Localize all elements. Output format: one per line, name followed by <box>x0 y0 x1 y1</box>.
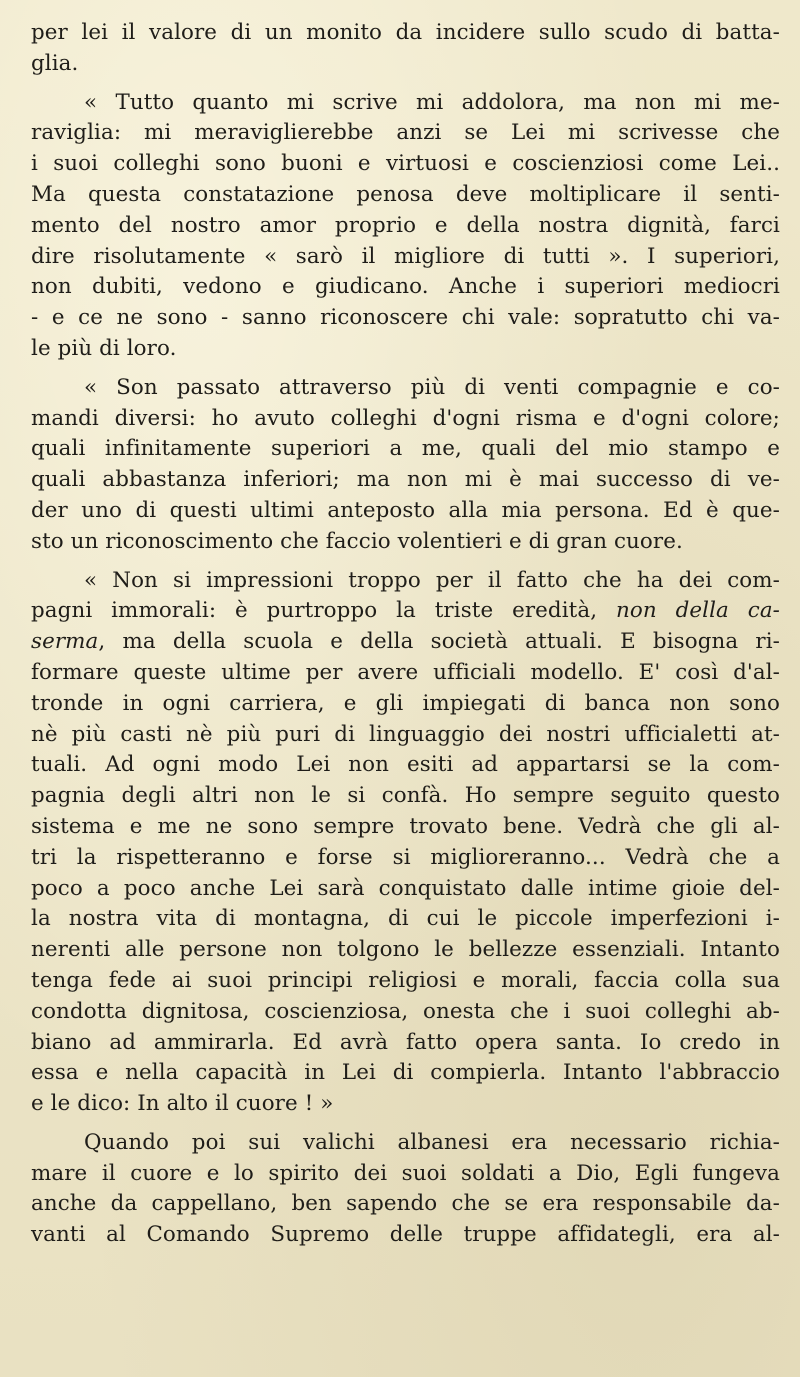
text-line: nerenti alle persone non tolgono le bellezze essenziali. Intanto <box>31 937 780 963</box>
text-line: serma, ma della scuola e della società attuali. E bisogna ri- <box>31 629 780 655</box>
paragraph-letter-part-1 <box>31 88 780 365</box>
paragraph-letter-part-3 <box>31 566 780 1120</box>
text-line: tuali. Ad ogni modo Lei non esiti ad appartarsi se la com- <box>31 752 780 778</box>
text-line: quali abbastanza inferiori; ma non mi è mai successo di ve- <box>31 467 780 493</box>
text-line: essa e nella capacità in Lei di compierla. Intanto l'abbraccio <box>31 1060 780 1086</box>
text-line: la nostra vita di montagna, di cui le piccole imperfezioni i- <box>31 906 780 932</box>
text-line: formare queste ultime per avere ufficiali modello. E' così d'al- <box>31 659 780 685</box>
paragraph-narrative <box>31 1128 780 1251</box>
text-line <box>31 596 780 627</box>
text-line: tenga fede ai suoi principi religiosi e morali, faccia colla sua <box>31 967 780 993</box>
text-line: sistema e me ne sono sempre trovato bene. Vedrà che gli al- <box>31 813 780 839</box>
text-line: nè più casti nè più puri di linguaggio dei nostri ufficialetti at- <box>31 721 780 747</box>
text-line: e le dico: In alto il cuore ! » <box>31 1091 334 1117</box>
text-line: pagnia degli altri non le si confà. Ho sempre seguito questo <box>31 783 780 809</box>
text-run: pagni immorali: è purtroppo la triste eredità, <box>31 598 598 624</box>
text-line: « Non si impressioni troppo per il fatto che ha dei com- <box>84 567 780 593</box>
text-line: vanti al Comando Supremo delle truppe affidategli, era al- <box>31 1222 780 1248</box>
text-line: « Tutto quanto mi scrive mi addolora, ma non mi me- <box>84 89 780 115</box>
text-line: der uno di questi ultimi anteposto alla mia persona. Ed è que- <box>31 497 780 523</box>
text-line: i suoi colleghi sono buoni e virtuosi e coscienziosi come Lei.. <box>31 151 780 177</box>
text-line: « Son passato attraverso più di venti compagnie e co- <box>84 374 780 400</box>
text-line: mandi diversi: ho avuto colleghi d'ogni risma e d'ogni colore; <box>31 405 780 431</box>
text-line: glia. <box>31 50 79 76</box>
text-line: mare il cuore e lo spirito dei suoi soldati a Dio, Egli fungeva <box>31 1160 780 1186</box>
text-line: tronde in ogni carriera, e gli impiegati di banca non sono <box>31 690 780 716</box>
text-line: - e ce ne sono - sanno riconoscere chi vale: sopratutto chi va- <box>31 305 780 331</box>
text-line: tri la rispetteranno e forse si miglioreranno... Vedrà che a <box>31 844 780 870</box>
italic-phrase: non della ca- <box>616 598 781 624</box>
text-line: quali infinitamente superiori a me, quali del mio stampo e <box>31 436 780 462</box>
text-line: mento del nostro amor proprio e della nostra dignità, farci <box>31 212 780 238</box>
paragraph-letter-part-2 <box>31 373 780 558</box>
text-line: anche da cappellano, ben sapendo che se era responsabile da- <box>31 1191 780 1217</box>
text-line: dire risolutamente « sarò il migliore di tutti ». I superiori, <box>31 243 780 269</box>
text-line: raviglia: mi meraviglierebbe anzi se Lei mi scrivesse che <box>31 120 780 146</box>
text-line: per lei il valore di un monito da incidere sullo scudo di batta- <box>31 20 780 45</box>
italic-phrase: serma <box>31 629 99 655</box>
text-line: Ma questa constatazione penosa deve moltiplicare il senti- <box>31 181 780 207</box>
text-line: non dubiti, vedono e giudicano. Anche i superiori mediocri <box>31 274 780 300</box>
text-line: le più di loro. <box>31 335 177 361</box>
paragraph-continuation <box>31 18 780 80</box>
text-line: poco a poco anche Lei sarà conquistato dalle intime gioie del- <box>31 875 780 901</box>
text-line: Quando poi sui valichi albanesi era necessario richia- <box>84 1129 780 1155</box>
text-line: condotta dignitosa, coscienziosa, onesta che i suoi colleghi ab- <box>31 998 780 1024</box>
text-line: biano ad ammirarla. Ed avrà fatto opera santa. Io credo in <box>31 1029 780 1055</box>
text-line: sto un riconoscimento che faccio volentieri e di gran cuore. <box>31 528 683 554</box>
text-run: ma della scuola e della società attuali. E bisogna ri- <box>122 629 780 655</box>
